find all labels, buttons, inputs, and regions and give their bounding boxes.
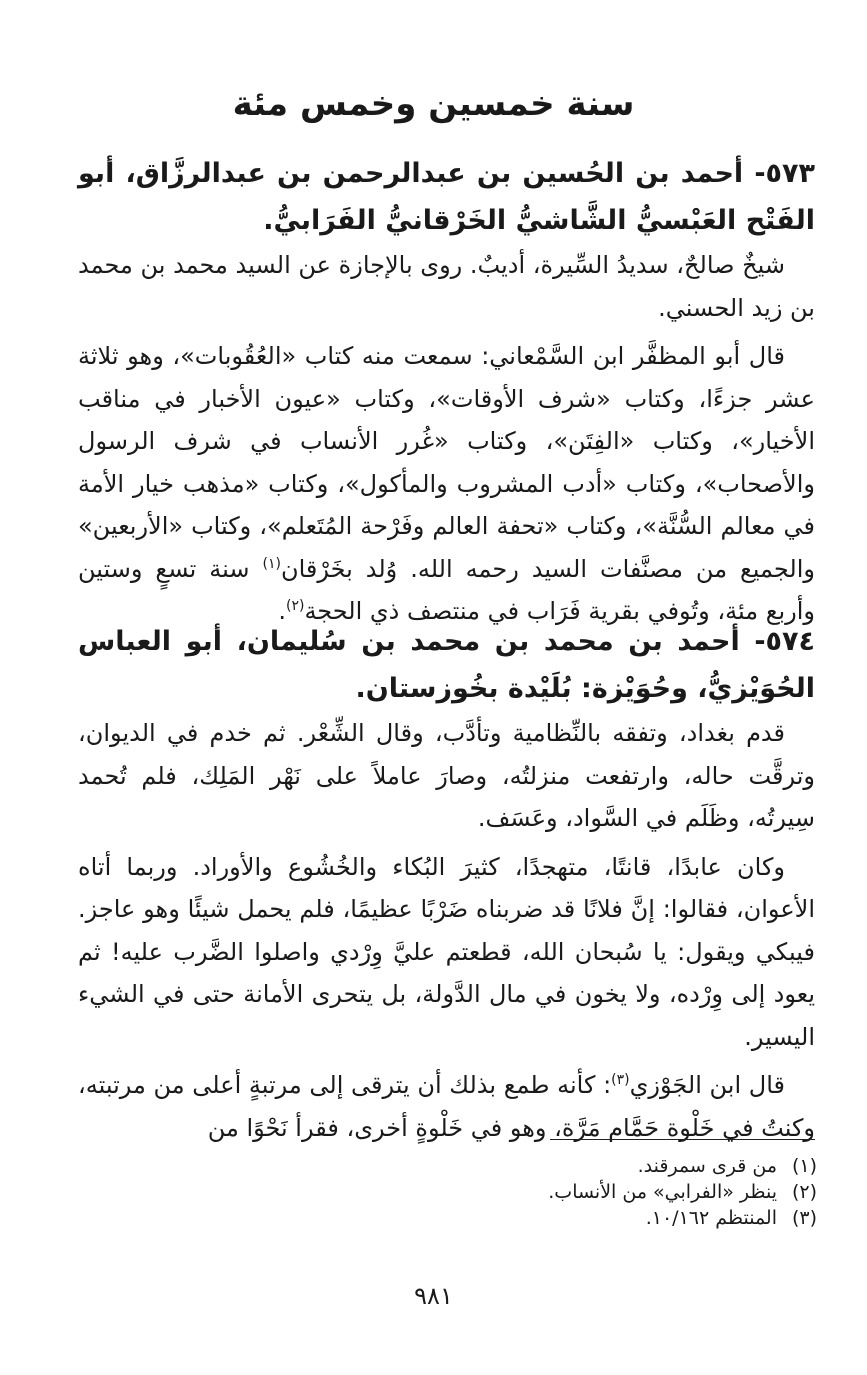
paragraph-text: سنة تسعٍ وستين وأربع مئة، وتُوفي بقرية فَرَاب في منتصف ذي الحجة [78,554,815,625]
footnote [78,1205,817,1231]
paragraph: قدم بغداد، وتفقه بالنِّظامية وتأدَّب، وقال الشِّعْر. ثم خدم في الديوان، وترقَّت حاله، وارتفعت منزلتُه، وصارَ عاملاً على نَهْر المَلِك، فلم تُحمد سِيرتُه، وظَلَم في السَّواد، وعَسَف. [78,719,815,832]
entry-heading: ٥٧٣- أحمد بن الحُسين بن عبدالرحمن بن عبدالرزَّاق، أبو الفَتْح العَبْسيُّ الشَّاشيُّ الخَرْقانيُّ الفَرَابيُّ. [78,158,815,236]
entry-574 [78,618,815,1149]
page-number: ٩٨١ [414,1282,453,1310]
paragraph-text: : كأنه طمع بذلك أن يترقى إلى مرتبةٍ أعلى من مرتبته، وكنتُ في خَلْوة حَمَّام مَرَّة، وهو في خَلْوةٍ أخرى، فقرأ نَحْوًا من [78,1071,815,1142]
footnote-text: من قرى سمرقند. [637,1155,777,1177]
footnotes [78,1153,817,1231]
entry-heading: ٥٧٤- أحمد بن محمد بن محمد بن سُليمان، أبو العباس الحُوَيْزيُّ، وحُوَيْزة: بُلَيْدة بخُوزستان. [78,626,815,704]
paragraph-text: قال أبو المظفَّر ابن السَّمْعاني: سمعت منه كتاب «العُقُوبات»، وهو ثلاثة عشر جزءًا، وكتاب «شرف الأوقات»، وكتاب «عيون الأخبار في مناقب الأخيار»، وكتاب «الفِتَن»، وكتاب «غُرر الأنساب في شرف الرسول والأصحاب»، وكتاب «أدب المشروب والمأكول»، وكتاب «مذهب خيار الأمة في معالم السُّنَّة»، وكتاب «تحفة العالم وفَرْحة المُتَعلم»، وكتاب «الأربعين» والجميع من مصنَّفات السيد رحمه الله. وُلد بخَرْقان [78,342,815,583]
footnote [78,1153,817,1179]
footnote-ref: (٢) [285,598,305,614]
footnote-text: المنتظم ١٠/١٦٢. [645,1207,777,1229]
footnote-number: (١) [791,1155,817,1177]
entry-573 [78,150,815,633]
footnote-text: ينظر «الفرابي» من الأنساب. [548,1181,777,1203]
section-title: سنة خمسين وخمس مئة [232,84,635,124]
paragraph: وكان عابدًا، قانتًا، متهجدًا، كثيرَ البُكاء والخُشُوع والأوراد. وربما أتاه الأعوان، فقالوا: إنَّ فلانًا قد ضربناه ضَرْبًا عظيمًا، فلم يحمل شيئًا وهو عاجز. فيبكي ويقول: يا سُبحان الله، قطعتم عليَّ وِرْدي واصلوا الضَّرب عليه! ثم يعود إلى وِرْده، ولا يخون في مال الدَّولة، بل يتحرى الأمانة حتى في الشيء اليسير. [78,852,815,1051]
footnote [78,1179,817,1205]
paragraph: شيخٌ صالحٌ، سديدُ السِّيرة، أديبٌ. روى بالإجازة عن السيد محمد بن محمد بن زيد الحسني. [78,251,815,322]
footnote-number: (٢) [791,1181,817,1203]
paragraph [78,1064,815,1149]
paragraph: قال أبو المظفَّر ابن السَّمْعاني: سمعت منه كتاب «العُقُوبات»، وهو ثلاثة عشر جزءًا، وكتاب «شرف الأوقات»، وكتاب «عيون الأخبار في مناقب الأخيار»، وكتاب «الفِتَن»، وكتاب «غُرر الأنساب في شرف الرسول والأصحاب»، وكتاب «أدب المشروب والمأكول»، وكتاب «مذهب خيار الأمة في معالم السُّنَّة»، وكتاب «تحفة العالم وفَرْحة المُتَعلم»، وكتاب «الأربعين» والجميع من مصنَّفات السيد رحمه الله. وُلد بخَرْقان$^{(١)}$ سنة تسعٍ وستين وأربع مئة، وتُوفي بقرية فَرَاب في منتصف ذي الحجة$^{(٢)}$. [78,342,815,625]
footnote-divider [550,1139,815,1140]
footnote-number: (٣) [791,1207,817,1229]
footnote-ref: (١) [262,555,281,572]
paragraph-text: قال ابن الجَوْزي [629,1071,786,1099]
footnote-ref: (٣) [611,1072,630,1088]
